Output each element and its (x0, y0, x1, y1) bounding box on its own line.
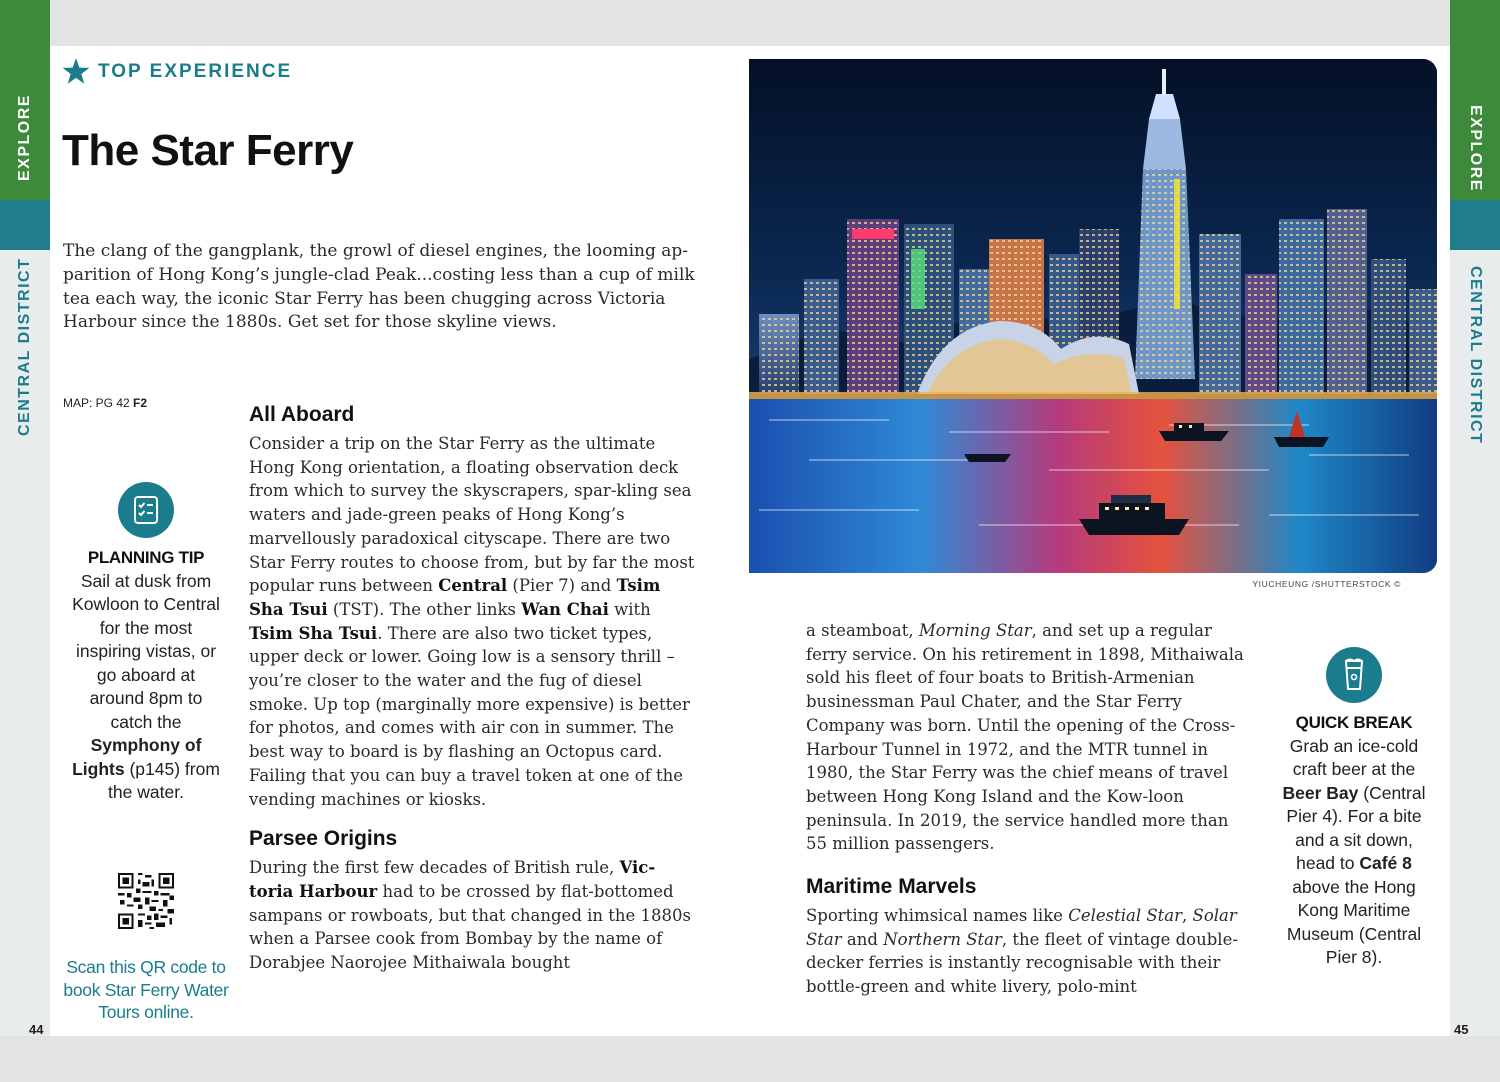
spine-district-label: CENTRAL DISTRICT (1467, 266, 1484, 445)
photo-credit: YIUCHEUNG /SHUTTERSTOCK © (1252, 579, 1401, 589)
parsee-origins-paragraph: During the first few decades of British rule, Vic-toria Harbour had to be crossed by flat-bottomed sampans or rowboats, but that changed in the 1880s when a Parsee cook from Bombay by the name of Dorabjee Naorojee Mithaiwala bought (249, 858, 691, 973)
continued-paragraph: a steamboat, Morning Star, and set up a regular ferry service. On his retirement in 1898, Mithaiwala sold his fleet of four boats to British-Armenian businessman Paul Chater, and the Star Ferry Company was born. Until the opening of the Cross-Harbour Tunnel in 1972, and the MTR tunnel in 1980, the Star Ferry was the chief means of travel between Hong Kong Island and the Kow-loon peninsula. In 2019, the service handled more than 55 million passengers. (806, 621, 1244, 854)
quick-break-text: Grab an ice-cold craft beer at the Beer Bay (Central Pier 4). For a bite and a sit down, head to Café 8 above the Hong Kong Maritime Museum (Central Pier 8). (1282, 735, 1426, 967)
intro-paragraph: The clang of the gangplank, the growl of diesel engines, the looming ap-parition of Hong Kong’s jungle-clad Peak...costing less than a cup of milk tea each way, the iconic Star Ferry has been chugging across Victoria Harbour since the 1880s. Get set for those skyline views. (63, 241, 695, 333)
column-right-body (806, 619, 1252, 999)
planning-tip-heading: PLANNING TIP (87, 548, 205, 567)
spine-section-label: EXPLORE (1467, 105, 1484, 192)
section-heading-maritime-marvels: Maritime Marvels (806, 875, 977, 899)
planning-tip-box (72, 482, 220, 805)
map-ref-grid: F2 (133, 396, 148, 410)
beer-glass-icon (1326, 647, 1382, 703)
kicker-label: TOP EXPERIENCE (98, 60, 293, 82)
spine-section-label: EXPLORE (16, 94, 33, 181)
page-title: The Star Ferry (62, 126, 354, 175)
spine-color-band (0, 200, 50, 250)
page-number-left: 44 (29, 1022, 44, 1037)
hong-kong-skyline-photo (749, 59, 1437, 573)
spine-color-band (1450, 200, 1500, 250)
top-experience-kicker (62, 58, 292, 85)
page-number-right: 45 (1454, 1022, 1469, 1037)
skyline-illustration (749, 59, 1437, 573)
quick-break-heading: QUICK BREAK (1295, 713, 1413, 732)
left-spine (0, 0, 50, 1036)
map-ref-label: MAP: PG 42 (63, 396, 130, 410)
star-icon (62, 58, 90, 85)
qr-caption[interactable]: Scan this QR code to book Star Ferry Water Tours online. (63, 957, 229, 1022)
all-aboard-paragraph: Consider a trip on the Star Ferry as the ultimate Hong Kong orientation, a floating observation deck from which to survey the skyscrapers, spar-kling sea waters and jade-green peaks of Hong Kong’s marvellously paradoxical cityscape. There are two Star Ferry routes to choose from, but by far the most popular runs between Central (Pier 7) and Tsim Sha Tsui (TST). The other links Wan Chai with Tsim Sha Tsui. There are also two ticket types, upper deck or lower. Going low is a sensory thrill – you’re closer to the water and the fug of diesel smoke. Up top (marginally more expensive) is better for photos, and comes with air con in summer. The best way to board is by flashing an Octopus card. Failing that you can buy a travel token at one of the vending machines or kiosks. (249, 434, 695, 809)
qr-code[interactable] (118, 873, 174, 929)
qr-code-block (60, 873, 232, 1024)
maritime-marvels-paragraph: Sporting whimsical names like Celestial Star, Solar Star and Northern Star, the fleet of vintage double-decker ferries is instantly recognisable with their bottle-green and white livery, polo-mint (806, 906, 1238, 997)
planning-tip-text: Sail at dusk from Kowloon to Central for the most inspiring vistas, or go aboard at around 8pm to catch the Symphony of Lights (p145) from the water. (72, 570, 220, 802)
map-reference (63, 396, 147, 410)
right-spine (1450, 0, 1500, 1036)
quick-break-box (1282, 647, 1426, 970)
spine-district-label: CENTRAL DISTRICT (16, 257, 33, 436)
column-left-body (249, 402, 695, 975)
section-heading-all-aboard: All Aboard (249, 403, 355, 426)
section-heading-parsee-origins: Parsee Origins (249, 827, 398, 851)
checklist-icon (118, 482, 174, 538)
